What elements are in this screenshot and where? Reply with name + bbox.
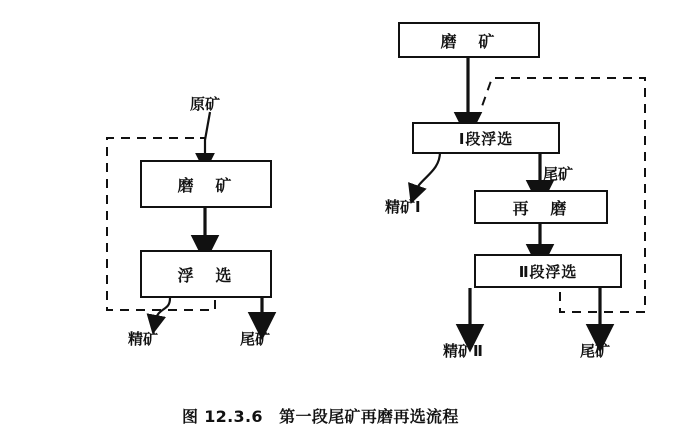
left-flotation-label: 浮 选 — [177, 265, 235, 285]
right-regrinding-box — [474, 190, 608, 224]
right-flotation-2-box — [474, 254, 622, 288]
right-final-tailings-label: 尾矿 — [580, 342, 611, 360]
left-grinding-box — [140, 160, 272, 208]
right-flotation-2-label: Ⅱ段浮选 — [518, 262, 578, 281]
figure-caption: 图 12.3.6 第一段尾矿再磨再选流程 — [182, 407, 459, 426]
right-concentrate-2-label: 精矿Ⅱ — [443, 342, 483, 360]
right-regrinding-label: 再 磨 — [512, 198, 570, 218]
right-flotation-1-label: Ⅰ段浮选 — [458, 129, 514, 148]
right-concentrate-1-label: 精矿Ⅰ — [385, 198, 421, 216]
right-middling-tailings-label: 尾矿 — [543, 165, 574, 183]
right-grinding-box — [398, 22, 540, 58]
right-grinding-label: 磨 矿 — [440, 31, 498, 51]
left-concentrate-label: 精矿 — [128, 330, 159, 348]
left-feed-label: 原矿 — [190, 95, 221, 113]
left-grinding-label: 磨 矿 — [177, 175, 235, 195]
right-flotation-1-box — [412, 122, 560, 154]
left-flotation-box — [140, 250, 272, 298]
left-tailings-label: 尾矿 — [240, 330, 271, 348]
